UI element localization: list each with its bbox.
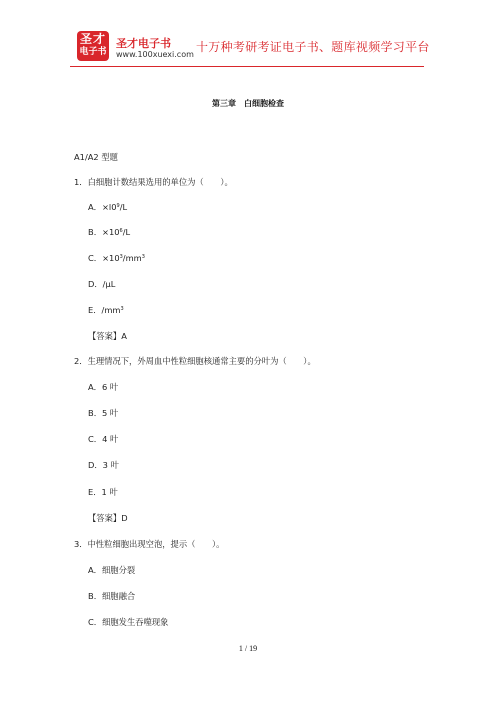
- q1-b-exponent: 6: [119, 228, 123, 234]
- q2-option-c: C．4 叶: [88, 434, 119, 444]
- chapter-title: 第三章 白细胞检查: [212, 99, 284, 108]
- q1-c-exponent: 3: [119, 254, 123, 260]
- page-number: 1 / 19: [238, 644, 258, 653]
- section-heading: A1/A2 型题: [74, 152, 118, 162]
- q1-option-a: [88, 201, 127, 213]
- question-1-stem: 1．白细胞计数结果选用的单位为（ ）。: [74, 177, 233, 187]
- q1-option-b: [88, 226, 130, 238]
- q1-a-exponent: 9: [116, 203, 120, 209]
- header-slogan: 十万种考研考证电子书、题库视频学习平台: [196, 40, 430, 54]
- q1-b-unit: /L: [122, 227, 131, 237]
- logo-text-top: 圣才: [79, 32, 106, 46]
- q3-option-a: A．细胞分裂: [88, 565, 136, 575]
- q1-e-text: E．/mm: [88, 305, 121, 315]
- q3-option-b: B．细胞融合: [88, 591, 136, 601]
- shengcai-logo: [77, 31, 109, 61]
- brand-url: www.100xuexi.com: [116, 50, 194, 59]
- q1-c-unit: /mm: [122, 253, 142, 263]
- q2-option-b: B．5 叶: [88, 408, 119, 418]
- q2-option-e: E．1 叶: [88, 487, 118, 497]
- logo-text-bottom: 电子书: [79, 47, 107, 57]
- q1-b-text: B．×10: [88, 227, 120, 237]
- q2-answer: 【答案】D: [88, 513, 128, 523]
- q1-option-d: D．/μL: [88, 279, 116, 289]
- header-divider: [70, 66, 424, 67]
- q1-e-exponent: 3: [120, 306, 124, 312]
- q1-a-unit: /L: [119, 202, 128, 212]
- page-header: [0, 0, 496, 66]
- q1-option-e: [88, 304, 124, 316]
- q1-a-text: A．×l0: [88, 202, 117, 212]
- q3-option-c: C．细胞发生吞噬现象: [88, 617, 169, 627]
- q1-answer: 【答案】A: [88, 331, 127, 341]
- brand-name: 圣才电子书: [116, 37, 171, 50]
- question-3-stem: 3．中性粒细胞出现空泡，提示（ ）。: [74, 539, 225, 549]
- q2-option-d: D．3 叶: [88, 460, 119, 470]
- q1-option-c: [88, 252, 145, 264]
- question-2-stem: 2．生理情况下，外周血中性粒细胞核通常主要的分叶为（ ）。: [74, 356, 316, 366]
- q1-c-unit-exponent: 3: [141, 254, 145, 260]
- q2-option-a: A．6 叶: [88, 382, 119, 392]
- q1-c-text: C．×10: [88, 253, 120, 263]
